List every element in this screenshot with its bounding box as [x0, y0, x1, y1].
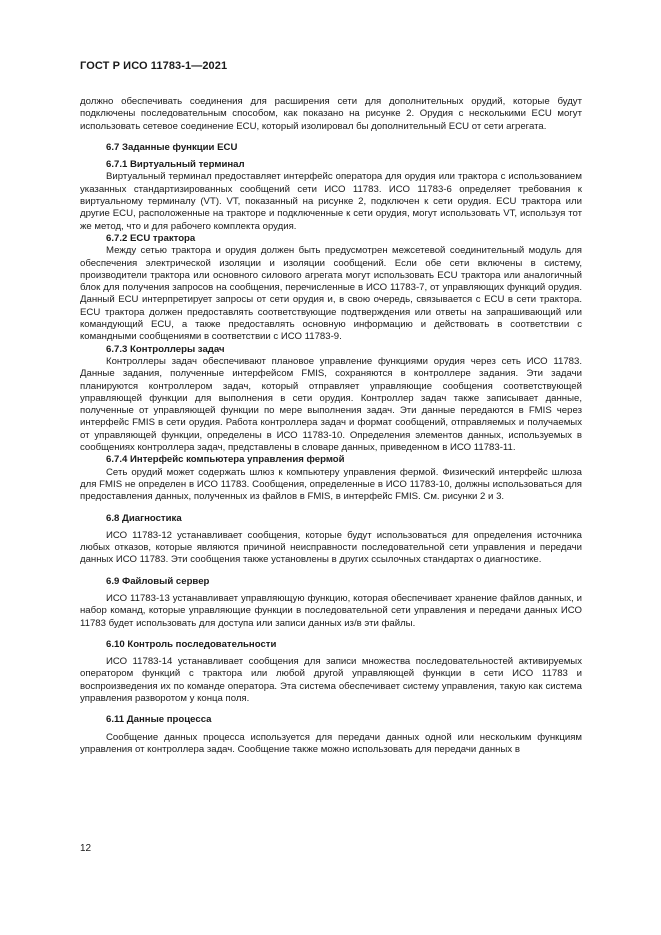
document-body: [80, 96, 582, 756]
section-6-7-2-text: Между сетью трактора и орудия должен быть предусмотрен межсетевой соединительный модуль для обеспечения электрической изоляции и изоляции сообщений. Если обе сети включены в систему, производители трактора или основного силового агрегата могут использовать ECU трактора или аналогичный блок для получения запросов на сообщения, перечисленные в ИСО 11783-7, от управляющих функций орудия. Данный ECU интерпретирует запросы от сети орудия и, в свою очередь, связывается с ECU в сети трактора. ECU трактора должен предоставлять соответствующие подтверждения или ответы на запрашивающий или командующий ECU, а также предоставлять основную информацию и действовать в соответствии с командными сообщениями в соответствии с ИСО 11783-9.: [80, 245, 582, 343]
section-6-11-text: Сообщение данных процесса используется для передачи данных одной или нескольким функциям управления от контроллера задач. Сообщение также можно использовать для передачи данных в: [80, 731, 582, 755]
section-6-7-1-text: Виртуальный терминал предоставляет интерфейс оператора для орудия или трактора с использованием указанных стандартизированных сообщений сети ИСО 11783. ИСО 11783-6 определяет требования к виртуальному терминалу (VT). VT, показанный на рисунке 2, подключен к сети орудия. ECU трактора или другие ECU, расположенные на тракторе и подключенные к сети орудия, могут использовать VT, используя тот же метод, что и для рабочего комплекта орудия.: [80, 171, 582, 232]
section-6-7-3-heading: 6.7.3 Контроллеры задач: [106, 343, 225, 355]
section-6-11-heading: 6.11 Данные процесса: [106, 714, 212, 726]
section-6-9-text: ИСО 11783-13 устанавливает управляющую функцию, которая обеспечивает хранение файлов данных, и набор команд, которые управляющие функции в последовательной сети управления и передачи данных ИСО 11783 будет использовать для доступа или записи данных из/в эти файлы.: [80, 592, 582, 629]
section-6-9-heading: 6.9 Файловый сервер: [106, 575, 210, 587]
section-6-8-heading: 6.8 Диагностика: [106, 512, 182, 524]
section-6-7-heading: 6.7 Заданные функции ECU: [106, 141, 238, 153]
section-6-7-1-heading: 6.7.1 Виртуальный терминал: [106, 159, 245, 171]
section-6-10-text: ИСО 11783-14 устанавливает сообщения для записи множества последовательностей активируемых оператором функций с трактора или любой другой управляющей функции в сети ИСО 11783 и воспроизведения их по команде оператора. Эта система обеспечивает систему управления, такую как система управления разворотом у конца поля.: [80, 656, 582, 705]
section-6-7-3-text: Контроллеры задач обеспечивают плановое управление функциями орудия через сеть ИСО 11783. Данные задания, полученные интерфейсом FMIS, сохраняются в контроллере задания. Эти задачи планируются контроллером задач, который отправляет управляющие сообщения соответствующей управляющей функции для выполнения в сети орудия. Контроллер задач также записывает данные, полученные от управляющей функции по мере выполнения задач. Эти данные передаются в FMIS через интерфейс FMIS в сети орудия. Работа контроллера задач и формат сообщений, отправляемых и получаемых от управляющей функции, определены в ИСО 11783-10. Определения элементов данных, используемых в сообщениях контроллера задач, представлены в словаре данных, приведенном в ИСО 11783-11.: [80, 355, 582, 454]
section-6-8-text: ИСО 11783-12 устанавливает сообщения, которые будут использоваться для определения источника любых отказов, которые являются причиной неисправности последовательной сети управления и передачи данных ИСО 11783. Эти сообщения также установлены в других ссылочных стандартах о диагностике.: [80, 529, 582, 566]
section-6-10-heading: 6.10 Контроль последовательности: [106, 638, 277, 650]
page-number: 12: [80, 843, 92, 854]
document-header: ГОСТ Р ИСО 11783-1—2021: [80, 60, 228, 72]
section-6-7-2-heading: 6.7.2 ECU трактора: [106, 232, 196, 244]
section-6-7-4-heading: 6.7.4 Интерфейс компьютера управления фермой: [106, 454, 345, 466]
intro-paragraph: должно обеспечивать соединения для расширения сети для дополнительных орудий, которые будут подключены последовательным способом, как показано на рисунке 2. Орудия с несколькими ECU могут использовать сетевое соединение ECU, который изолировал бы дополнительный ECU от сети агрегата.: [80, 96, 582, 132]
section-6-7-4-text: Сеть орудий может содержать шлюз к компьютеру управления фермой. Физический интерфейс шлюза для FMIS не определен в ИСО 11783. Сообщения, определенные в ИСО 11783-10, должны использоваться для предоставления данных, полученных из файлов в FMIS, в интерфейс FMIS. См. рисунки 2 и 3.: [80, 466, 582, 503]
